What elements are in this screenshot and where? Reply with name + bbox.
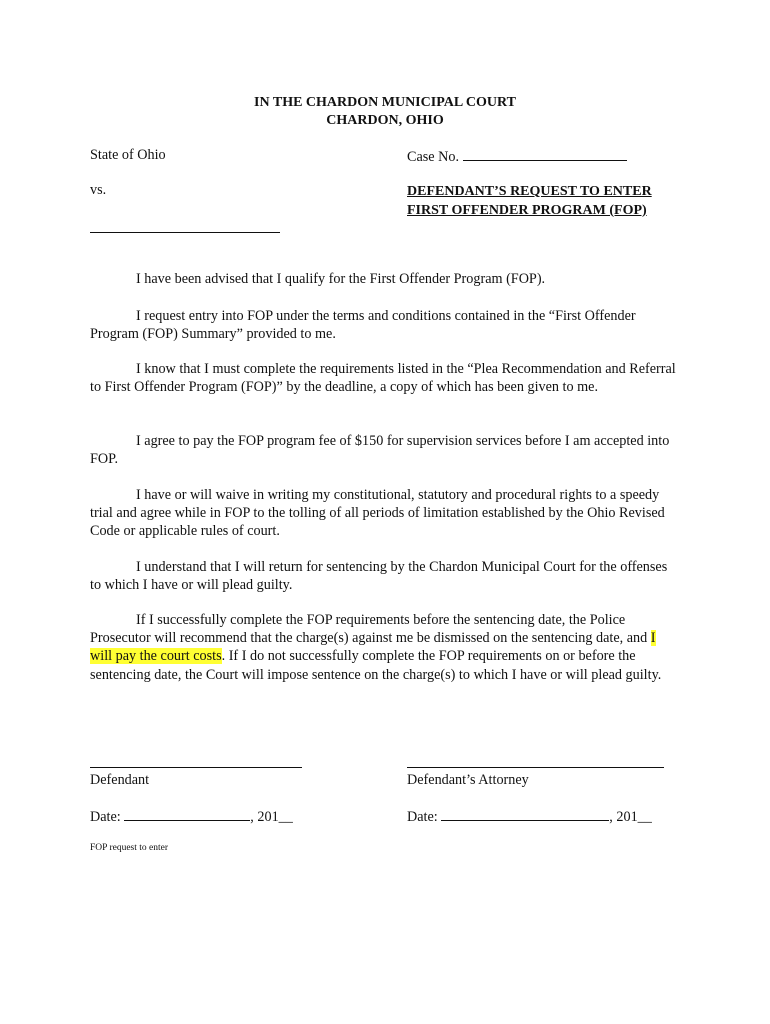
case-no-label: Case No. [407, 149, 460, 165]
footer-text: FOP request to enter [90, 843, 169, 853]
paragraph-sentencing: I understand that I will return for sentencing by the Chardon Municipal Court for the offenses to which I have or will plead guilty. [90, 559, 668, 594]
year-suffix: , 201__ [609, 809, 652, 825]
attorney-label: Defendant’s Attorney [407, 772, 529, 788]
paragraph-requirements: I know that I must complete the requirements listed in the “Plea Recommendation and Referral to First Offender Program (FOP)” by the deadline, a copy of which has been given to me. [90, 361, 676, 396]
paragraph-program-fee: I agree to pay the FOP program fee of $150 for supervision services before I am accepted into FOP. [90, 433, 670, 468]
attorney-date [407, 807, 652, 826]
attorney-date-field[interactable] [441, 807, 609, 821]
defendant-name-field[interactable] [90, 220, 280, 233]
case-number-field[interactable] [463, 147, 627, 161]
paragraph-waive-rights: I have or will waive in writing my constitutional, statutory and procedural rights to a speedy trial and agree while in FOP to the tolling of all periods of limitation established by the Ohio Revised Code or applicable rules of court. [90, 487, 665, 540]
case-number [407, 147, 627, 166]
defendant-signature-line[interactable] [90, 767, 302, 768]
plaintiff-name: State of Ohio [90, 147, 166, 163]
document-title-line1: DEFENDANT’S REQUEST TO ENTER [407, 184, 652, 199]
defendant-label: Defendant [90, 772, 150, 788]
document-title-line2: FIRST OFFENDER PROGRAM (FOP) [407, 203, 647, 218]
attorney-signature-line[interactable] [407, 767, 664, 768]
defendant-date-field[interactable] [124, 807, 250, 821]
court-location: CHARDON, OHIO [326, 113, 444, 128]
completion-text-after: . If I do not successfully complete the FOP requirements on or before the sentencing date, the Court will impose sentence on the charge(s) to which I have or will plead guilty. [90, 648, 662, 683]
paragraph-qualify: I have been advised that I qualify for the First Offender Program (FOP). [136, 271, 546, 287]
year-suffix: , 201__ [250, 809, 293, 825]
date-label: Date: [407, 809, 438, 825]
defendant-date [90, 807, 293, 826]
date-label: Date: [90, 809, 121, 825]
court-name: IN THE CHARDON MUNICIPAL COURT [254, 95, 516, 110]
highlighted-court-costs: I will pay the court costs [90, 630, 656, 665]
paragraph-request-entry: I request entry into FOP under the terms and conditions contained in the “First Offender Program (FOP) Summary” provided to me. [90, 308, 636, 343]
completion-text-before: If I successfully complete the FOP requirements before the sentencing date, the Police Prosecutor will recommend that the charge(s) against me be dismissed on the sentencing date, and [90, 612, 648, 647]
paragraph-completion [90, 611, 680, 684]
versus-label: vs. [90, 182, 107, 198]
